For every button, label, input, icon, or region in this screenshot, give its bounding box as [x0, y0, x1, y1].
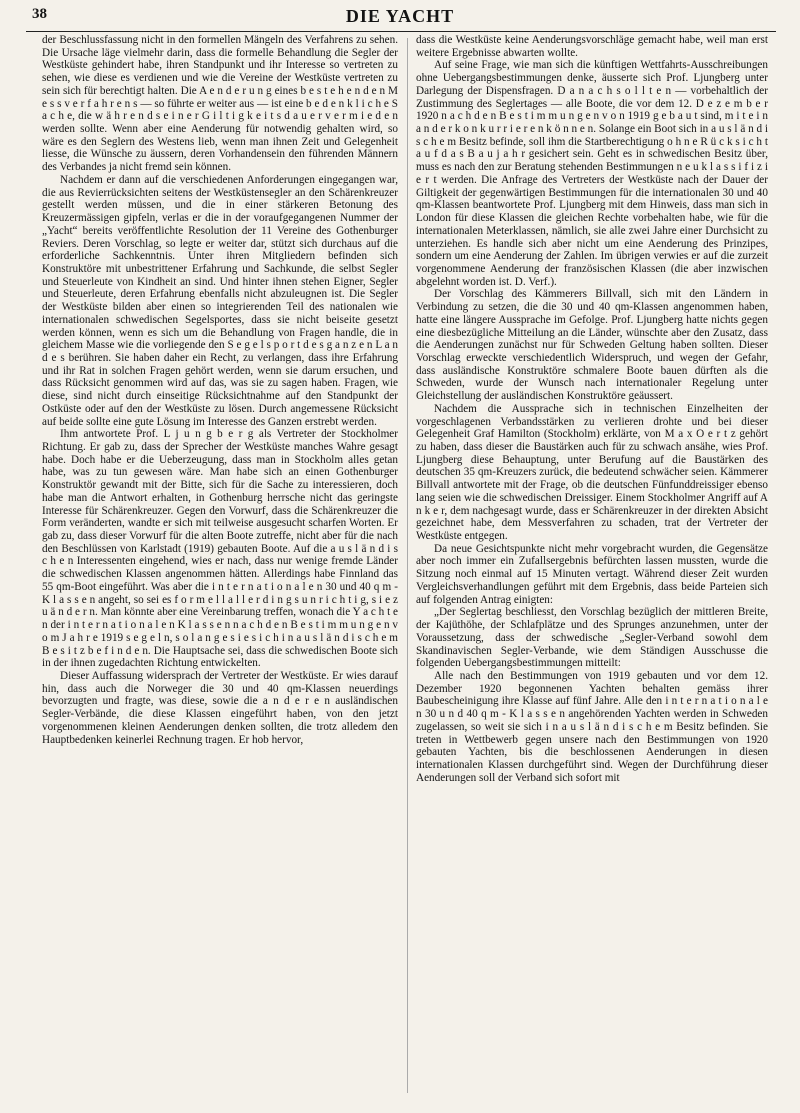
paragraph: Nachdem er dann auf die verschiedenen Anforderungen eingegangen war, die aus Revierrücksichten seitens der Westküstensegler an den Schärenkreuzer gestellt werden müssen, und die in einer stärkeren Betonung des Kreuzermässigen gipfeln, verlas er die in der voraufgegangenen Nummer der „Yacht“ bereits veröffentlichte Resolution der 11 Vereine des Gothenburger Reviers. Deren Vorschlag, so legte er weiter dar, stützt sich durchaus auf die erforderliche Sachkenntnis. Unter ihren Mitgliedern befinden sich Konstruktöre mit unbestrittener Erfahrung und Sachkunde, die selbst Segler und Steuerleute von Kindheit an sind. Und hinter ihnen stehen Eigner, Segler und Steuerleute, deren Erfahrung ebenfalls nicht abzuleugnen ist. Die Segler der Westküste bilden aber einen so integrierenden Teil des nationalen wie internationalen schwedischen Segelsportes, dass sie nicht beiseite gesetzt werden können, wenn es sich um die Behandlung von Fragen handle, die in gleichem Masse wie die vorliegende den S e g e l s p o r t d e s g a n z e n L a n d e s berühren. Sie haben daher ein Recht, zu verlangen, dass ihre Erfahrung und ihr Rat in solchen Fragen gehört werden, wenn sie darum ersuchen, und dass Rücksicht genommen wird auf das, was sie zu sagen haben. Fragen, wie diese, sind nicht durch einseitige Rücksichtnahme auf den Standpunkt der Ostküste oder auf den der Westküste zu lösen. Durch angemessene Rücksicht auf beide sollte eine gute Lösung im Interesse des Ganzen erstrebt werden.: [42, 173, 398, 428]
column-divider: [407, 38, 408, 1093]
running-title: DIE YACHT: [345, 6, 455, 26]
resolution-quote: „Der Seglertag beschliesst, den Vorschlag bezüglich der mittleren Breite, der Kajüthöhe, der Schlafplätze und des Sprunges anzunehmen, unter der Voraussetzung, dass der schwedische „Segler-Verband sowohl dem Skandinavischen Segler-Verbande, wie dem Ständigen Ausschusse die folgenden Uebergangsbestimmungen mitteilt:: [416, 606, 768, 670]
paragraph: Da neue Gesichtspunkte nicht mehr vorgebracht wurden, die Gegensätze aber noch immer ein Zufallsergebnis befürchten lassen mussten, wurde die Sitzung noch einmal auf 15 Minuten vertagt. Während dieser Zeit wurden Vergleichsverhandlungen geführt mit dem Ergebnis, dass beide Parteien sich auf folgenden Antrag einigten:: [416, 542, 768, 606]
header-rule: [26, 31, 776, 32]
paragraph: der Beschlussfassung nicht in den formellen Mängeln des Verfahrens zu sehen. Die Ursache läge vielmehr darin, dass die formelle Behandlung die Segler der Westküste gehindert habe, ihren Standpunkt und ihr Interesse so vertreten zu sehen, wie diese es verdienen und wie die Vereine der Westküste vertreten zu sein sich für berechtigt halten. Die A e n d e r u n g eines b e s t e h e n d e n M e s s v e r f a h r e n s — so führte er weiter aus — ist eine b e d e n k l i c h e S a c h e, die w ä h r e n d s e i n e r G i l t i g k e i t s d a u e r v e r m i e d e n werden sollte. Wenn aber eine Aenderung für notwendig gehalten wird, so wäre es den Seglern des Westens lieb, wenn man ihnen Zeit und Gelegenheit liesse, die Wünsche zu äussern, deren Vorhandensein den führenden Männern des Verbandes ja nicht fremd sein können.: [42, 34, 398, 174]
left-column: [42, 34, 398, 746]
paragraph: Ihm antwortete Prof. L j u n g b e r g als Vertreter der Stockholmer Richtung. Er gab zu, dass der Sprecher der Westküste manches Wahre gesagt habe. Doch habe er die Ueberzeugung, dass man in Stockholm alles getan habe, was zu tun gewesen wäre. Man habe sich an einen Gothenburger Konstruktör gewandt mit der Bitte, sich für die Sache zu interessieren, doch habe man die Antwort erhalten, in Gothenburg herrsche nicht das geringste Interesse für Schärenkreuzer. Gegen den Vorwurf, dass die Schärenkreuzer die Form veränderten, wandte er sich mit teilweise ausgesucht scharfen Worten. Er gab zu, dass dieser Vorwurf für die alten Boote zutreffe, nicht aber für die nach den Beschlüssen von Karlstadt (1919) gebauten Boote. Auf die a u s l ä n d i s c h e n Interessenten eingehend, wies er nach, dass nur wenige fremde Länder die schwedischen Klassen angenommen hätten. Allerdings habe Finnland das 55 qm-Boot eingeführt. Was aber die i n t e r n a t i o n a l e n 30 und 40 q m - K l a s s e n angeht, so sei es f o r m e l l a l l e r d i n g s u n r i c h t i g, s i e z u ä n d e r n. Man könnte aber eine Vereinbarung treffen, wonach die Y a c h t e n der i n t e r n a t i o n a l e n K l a s s e n n a c h d e n B e s t i m m u n g e n v o m J a h r e 1919 s e g e l n, s o l a n g e s i e s i c h i n a u s l ä n d i s c h e m B e s i t z b e f i n d e n. Die Hauptsache sei, dass die schwedischen Boote sich in der ihnen zugedachten Richtung entwickelten.: [42, 428, 398, 670]
paragraph: dass die Westküste keine Aenderungsvorschläge gemacht habe, weil man erst weitere Ergebnisse abwarten wollte.: [416, 34, 768, 59]
page-header: [24, 4, 776, 32]
paragraph: Alle nach den Bestimmungen von 1919 gebauten und vor dem 12. Dezember 1920 begonnenen Yachten behalten gemäss ihrer Baubescheinigung ihre Klasse auf fünf Jahre. Alle den i n t e r n a t i o n a l e n 30 u n d 40 q m - K l a s s e n angehörenden Yachten werden in Schweden zugelassen, so weit sie sich i n a u s l ä n d i s c h e m Besitz befinden. Sie treten in Wettbewerb gegen unsere nach den Bestimmungen von 1920 gebauten Yachten, bis die beschlossenen Aenderungen in diesen internationalen Klassen durchgeführt sind. Wegen der Durchführung dieser Aenderungen soll der Verband sich sofort mit: [416, 669, 768, 784]
paragraph: Auf seine Frage, wie man sich die künftigen Wettfahrts-Ausschreibungen ohne Uebergangsbestimmungen denke, äusserte sich Prof. Ljungberg unter Darlegung der Dispensfragen. D a n a c h s o l l t e n — vorbehaltlich der Zustimmung des Seglertages — alle Boote, die vor dem 12. D e z e m b e r 1920 n a c h d e n B e s t i m m u n g e n v o n 1919 g e b a u t sind, m i t e i n a n d e r k o n k u r r i e r e n k ö n n e n. Solange ein Boot sich in a u s l ä n d i s c h e m Besitz befinde, soll ihm die Startberechtigung o h n e R ü c k s i c h t a u f d a s B a u j a h r gesichert sein. Geht es in schwedischen Besitz über, muss es nach den zur Beratung stehenden Bestimmungen n e u k l a s s i f i z i e r t werden. Die Anfrage des Vertreters der Westküste nach der Dauer der Giltigkeit der gegenwärtigen Bestimmungen für die internationalen 30 und 40 qm-Klassen beantwortete Prof. Ljungberg mit dem Hinweis, dass man sich in London für diese Klassen die gleichen Rechte vorbehalten habe, wie für die internationalen Meterklassen, nämlich, sie alle zwei Jahre einer Durchsicht zu unterziehen. Es handle sich aber nicht um eine Aenderung des Prinzipes, sondern um eine Aenderung der Zahlen. Im übrigen verwies er auf die zurzeit vorgenommene Aenderung der französischen Klassen (die aber inzwischen abgelehnt worden ist. D. Verf.).: [416, 59, 768, 288]
paragraph: Nachdem die Aussprache sich in technischen Einzelheiten der vorgeschlagenen Verbandsstärken zu verlieren drohte und bei dieser Gelegenheit Graf Hamilton (Stockholm) erklärte, von M a x O e r t z gehört zu haben, dass dieser die Baustärken auch für zu schwach ansähe, wies Prof. Ljungberg diese Behauptung, unter Berufung auf die Baustärken des deutschen 35 qm-Kreuzers zurück, die bedeutend schwächer seien. Kämmerer Billvall antwortete mit der Frage, ob die deutschen Fünfunddreissiger ebenso lang seien wie die schwedischen Dreissiger. Einem Stockholmer Angriff auf A n k e r, dem nachgesagt wurde, dass er Schärenkreuzer in der direkten Absicht gezeichnet habe, dem Messverfahren zu schaden, trat der Vertreter der Westküste entgegen.: [416, 402, 768, 543]
page-number: 38: [32, 6, 47, 22]
paragraph: Der Vorschlag des Kämmerers Billvall, sich mit den Ländern in Verbindung zu setzen, die die 30 und 40 qm-Klassen angenommen haben, hatte eine längere Aussprache im Gefolge. Prof. Ljungberg hatte nichts gegen eine diesbezügliche Mitteilung an die Länder, wünschte aber den Zusatz, dass die Aenderungen zunächst nur für Schweden Geltung haben sollten. Dieser Vorschlag erweckte verschiedentlich Widerspruch, und wegen der Gefahr, dass ausländische Konstruktöre schmalere Boote bauen dürften als die Schweden, wurde der Wunsch nach internationaler Regelung unter Gleichstellung der ausländischen Konstruktöre geäussert.: [416, 288, 768, 403]
paragraph: Dieser Auffassung widersprach der Vertreter der Westküste. Er wies darauf hin, dass auch die Norweger die 30 und 40 qm-Klassen neuerdings bevorzugten und fragte, was diese, sowie die a n d e r e n ausländischen Segler-Verbände, die diese Klassen eingeführt haben, von den jetzt vorgenommenen kleinen Aenderungen denken sollten, die trotz alledem den Hauptbedenken keinerlei Rechnung tragen. Er hob hervor,: [42, 669, 398, 746]
right-column: [416, 34, 768, 784]
